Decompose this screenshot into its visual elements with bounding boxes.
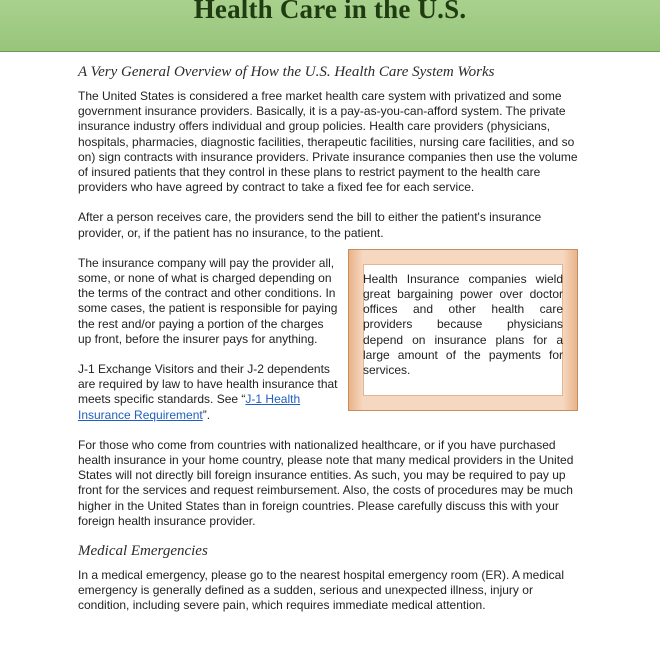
section-heading-emergencies: Medical Emergencies [78,543,208,560]
left-column [78,256,340,423]
j1-text-before: J-1 Exchange Visitors and their J-2 dependents are required by law to have health insurance that meets specific standards. See “ [78,362,338,407]
paragraph-billing: After a person receives care, the providers send the bill to either the patient's insurance provider, or, if the patient has no insurance, to the patient. [78,210,542,240]
paragraph-emergency: In a medical emergency, please go to the nearest hospital emergency room (ER). A medical emergency is generally defined as a sudden, serious and unexpected illness, injury or condition, including severe pain, which requires immediate medical attention. [78,568,565,613]
paragraph-overview: The United States is considered a free market health care system with privatized and some government insurance providers. Basically, it is a pay-as-you-can-afford system. The private insurance industry offers individual and group policies. Health care providers (physicians, hospitals, pharmacies, diagnostic facilities, therapeutic facilities, nursing care facilities, and so on) sign contracts with insurance providers. Private insurance companies then use the volume of insured patients that they control in these plans to restrict payment to the health care providers who have agreed by contract to take a fixed fee for each service. [78,89,578,195]
callout-text: Health Insurance companies wield great bargaining power over doctor offices and other health care providers because physicians depend on insurance plans for a large amount of the payments for services. [363,271,563,378]
paragraph-insurer-payment: The insurance company will pay the provider all, some, or none of what is charged depending on the terms of the contract and other conditions. In some cases, the patient is responsible for paying the rest and/or paying a portion of the charges up front, before the insurer pays for anything. [78,255,338,346]
title-banner [0,0,660,52]
page-title: Health Care in the U.S. [193,0,467,24]
section-heading-overview: A Very General Overview of How the U.S. Health Care System Works [78,64,495,80]
j1-insurance-link[interactable]: J-1 Health Insurance Requirement [78,392,301,422]
callout-box [348,249,578,411]
paragraph-j1-requirement [78,362,340,423]
insurance-section [78,256,584,438]
j1-text-after: ”. [202,407,211,422]
paragraph-foreign-insurance: For those who come from countries with nationalized healthcare, or if you have purchased health insurance in your home country, please note that many medical providers in the United States will not directly bill foreign insurance entities. As such, you may be required to pay up front for the services and request reimbursement. Also, the costs of procedures may be much higher in the United States than in foreign countries. Please carefully discuss this with your foreign health insurance provider. [78,437,574,528]
document-body [78,64,584,614]
